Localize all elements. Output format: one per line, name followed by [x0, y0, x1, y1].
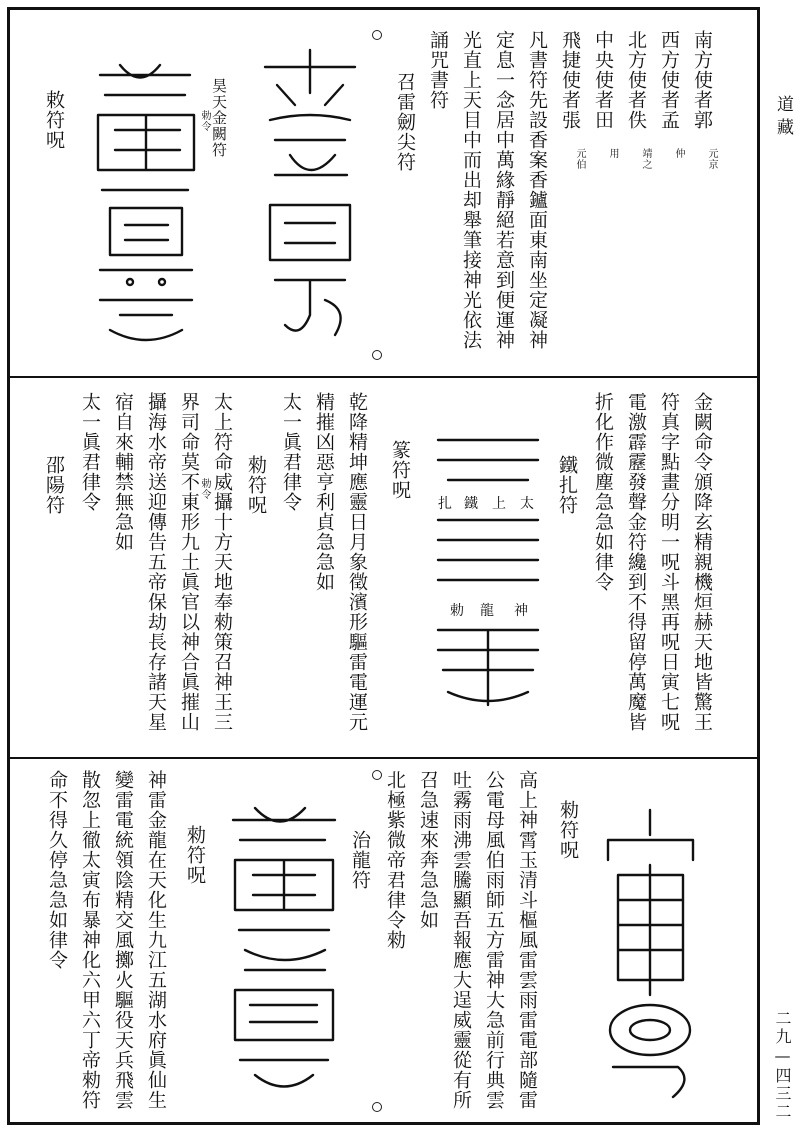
top-talisman2-note: 勅令 [199, 110, 210, 132]
top-talisman-2 [90, 60, 202, 350]
bottom-text-col-10: 命不得久停急急如律令 [46, 770, 68, 970]
bottom-text-col-6: 勑符呪 [184, 825, 206, 885]
middle-text-col-14: 太一眞君律令 [79, 392, 101, 512]
bottom-text-col-8: 變雷電統領陰精交風擲火驅役天兵飛雲 [112, 770, 134, 1110]
section-divider-bottom [7, 757, 760, 759]
hole-marker [372, 30, 382, 40]
talisman-mark: 扎 [438, 496, 452, 512]
top-text-col-7: 定息一念居中萬緣靜絕若意到便運神 [493, 30, 515, 350]
middle-text-col-15: 邵陽符 [43, 455, 65, 515]
top-text-col-2-note: 仲 [673, 148, 684, 159]
top-talisman2-caption: 昊天金闕符 [210, 78, 228, 158]
middle-text-col-7: 精摧凶惡亨利貞急急如 [313, 392, 335, 592]
bottom-text-col-1: 高上神霄玉清斗樞風雷雲雨雷電部隨雷 [516, 770, 538, 1110]
middle-text-col-10: 太上符命威攝十方天地奉勑策召神王三 [211, 392, 233, 732]
middle-text-col-6: 乾降精坤應靈日月象徵濱形驅雷電運元 [346, 392, 368, 732]
bottom-text-col-4: 召急速來奔急急如 [417, 770, 439, 930]
middle-text-col-5: 篆符呪 [389, 440, 411, 500]
bottom-text-col-9: 散忽上徹太寅布暴神化六甲六丁帝勑符 [79, 770, 101, 1110]
middle-text-col-2: 符真字點畫分明一呪斗黑再呪日寅七呪 [658, 392, 680, 732]
bottom-text-col-2: 公電母風伯雨師五方雷神大急前行典雲 [483, 770, 505, 1110]
middle-talisman-1 [428, 430, 548, 710]
page-number: 二九—四三二 [773, 1010, 792, 1121]
middle-text-col-11: 界司命莫不東形九土眞官以神合眞摧山 [178, 392, 200, 732]
talisman-mark: 神 [514, 603, 528, 619]
talisman-mark: 勅 [450, 603, 464, 619]
middle-text-col-4: 折化作微塵急急如律令 [592, 392, 614, 592]
middle-text-col-10-note: 勅令 [199, 478, 210, 500]
top-text-col-1-note: 元京 [706, 148, 717, 170]
middle-talisman1-caption: 鐵扎符 [556, 455, 578, 515]
top-text-col-2: 西方使者孟 [658, 30, 680, 130]
middle-text-col-8: 太一眞君律令 [280, 392, 302, 512]
top-talisman1-caption: 召雷劒尖符 [394, 72, 416, 172]
middle-text-col-9: 勑符呪 [245, 455, 267, 515]
top-text-col-6: 凡書符先設香案香鑪面東南坐定凝神 [526, 30, 548, 350]
middle-text-col-3: 電激霹靂發聲金符纔到不得留停萬魔皆 [625, 392, 647, 732]
top-text-col-5-note: 元伯 [574, 148, 585, 170]
top-text-col-8: 光直上天目中而出却舉筆接神光依法 [460, 30, 482, 350]
talisman-mark: 上 [492, 496, 506, 512]
top-talisman-1 [255, 45, 365, 345]
top-text-col-5: 飛捷使者張 [559, 30, 581, 130]
top-text-col-1: 南方使者郭 [691, 30, 713, 130]
bottom-talisman1-caption: 勑符呪 [557, 800, 579, 860]
talisman-mark: 太 [520, 496, 534, 512]
bottom-text-col-3: 吐霧雨沸雲騰顯吾報應大逞威靈從有所 [450, 770, 472, 1110]
talisman-mark: 鐵 [464, 496, 478, 512]
hole-marker [372, 770, 382, 780]
book-title: 道藏 [773, 95, 793, 141]
top-text-col-3: 北方使者佚 [625, 30, 647, 130]
bottom-talisman-1 [598, 805, 703, 1105]
hole-marker [372, 350, 382, 360]
middle-text-col-1: 金闕命令頒降玄精親機烜赫天地皆驚王 [691, 392, 713, 732]
bottom-text-col-5: 北極紫微帝君律令勑 [384, 770, 406, 950]
talisman-mark: 龍 [480, 603, 494, 619]
hole-marker [372, 1102, 382, 1112]
section-divider-top [7, 376, 760, 378]
bottom-text-col-7: 神雷金龍在天化生九江五湖水府眞仙生 [145, 770, 167, 1110]
top-text-col-4: 中央使者田 [592, 30, 614, 130]
top-talisman3-caption: 敕符呪 [43, 90, 65, 150]
top-text-col-3-note: 靖之 [640, 148, 651, 170]
middle-text-col-13: 宿自來輔禁無急如 [112, 392, 134, 552]
middle-text-col-12: 攝海水帝送迎傳告五帝保劫長存諸天星 [145, 392, 167, 732]
top-text-col-9: 誦咒書符 [427, 30, 449, 110]
bottom-talisman-2 [225, 800, 343, 1100]
top-text-col-4-note: 用 [607, 148, 618, 159]
bottom-talisman2-caption: 治龍符 [349, 830, 371, 890]
